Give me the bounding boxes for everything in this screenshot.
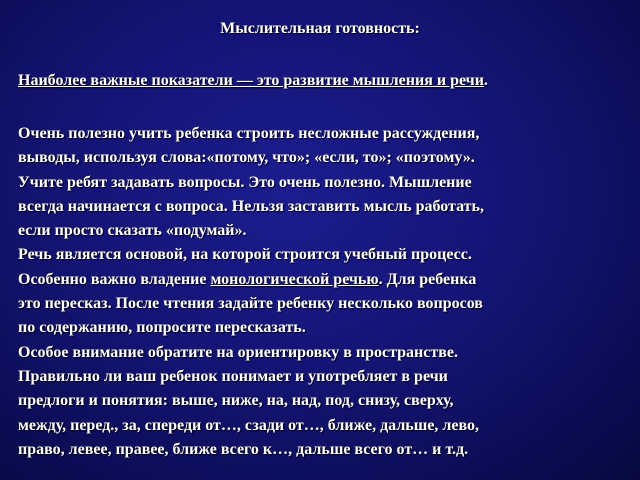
slide-subtitle bbox=[18, 72, 628, 90]
body-line: Особое внимание обратите на ориентировку в пространстве. bbox=[18, 343, 458, 361]
body-line-with-underline bbox=[18, 268, 626, 292]
slide-title: Мыслительная готовность: bbox=[220, 20, 420, 37]
body-line: предлоги и понятия: выше, ниже, на, над, под, снизу, сверху, bbox=[18, 392, 454, 410]
monologue-speech-underlined: монологической речью bbox=[210, 270, 379, 288]
body-line: это пересказ. После чтения задайте ребенку несколько вопросов bbox=[18, 295, 483, 313]
subtitle-tail: . bbox=[483, 72, 488, 89]
body-line: всегда начинается с вопроса. Нельзя заставить мысль работать, bbox=[18, 197, 484, 215]
body-line: Правильно ли ваш ребенок понимает и употребляет в речи bbox=[18, 367, 448, 385]
slide-body bbox=[18, 122, 626, 462]
body-line: выводы, используя слова:«потому, что»; «если, то»; «поэтому». bbox=[18, 149, 475, 167]
subtitle-underlined-text: Наиболее важные показатели — это развитие мышления и речи bbox=[18, 72, 484, 89]
body-line: право, левее, правее, ближе всего к…, дальше всего от… и т.д. bbox=[18, 440, 469, 458]
body-line: Учите ребят задавать вопросы. Это очень полезно. Мышление bbox=[18, 173, 472, 191]
body-line: если просто сказать «подумай». bbox=[18, 222, 247, 240]
body-line: между, перед., за, спереди от…, сзади от…, ближе, дальше, лево, bbox=[18, 416, 479, 434]
body-line-before: Особенно важно владение bbox=[18, 270, 211, 288]
body-line-after: . Для ребенка bbox=[378, 270, 477, 288]
body-line: по содержанию, попросите пересказать. bbox=[18, 319, 306, 337]
body-line: Речь является основой, на которой строится учебный процесс. bbox=[18, 246, 472, 264]
body-line: Очень полезно учить ребенка строить несложные рассуждения, bbox=[18, 125, 480, 142]
